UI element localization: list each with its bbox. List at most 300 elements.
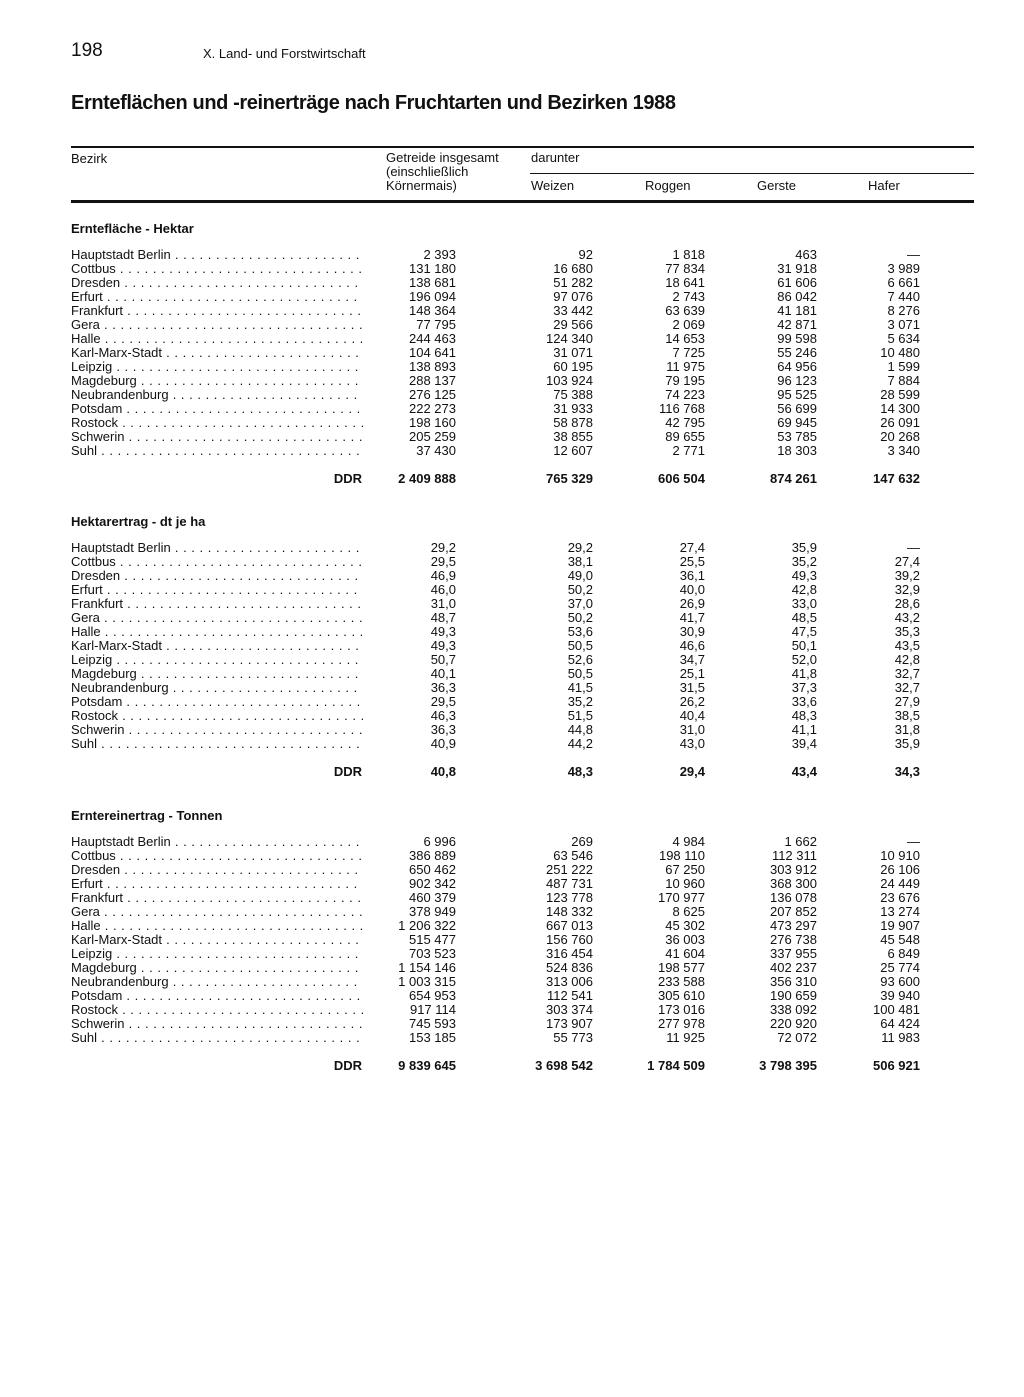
table-cell: 58 878 (553, 415, 593, 430)
table-cell: 2 743 (672, 289, 705, 304)
total-cell: 506 921 (873, 1058, 920, 1073)
table-cell: 11 975 (666, 359, 705, 374)
table-cell: 233 588 (658, 974, 705, 989)
table-row (0, 541, 1024, 555)
table-cell: 703 523 (409, 946, 456, 961)
table-cell: 303 374 (546, 1002, 593, 1017)
table-cell: 1 206 322 (398, 918, 456, 933)
table-cell: 124 340 (546, 331, 593, 346)
table-cell: 12 607 (553, 443, 593, 458)
table-cell: 463 (795, 247, 817, 262)
table-row (0, 989, 1024, 1003)
table-cell: 48,5 (791, 610, 817, 625)
table-cell: 276 125 (409, 387, 456, 402)
bezirk-label: Gera . . . (71, 905, 363, 919)
table-cell: 14 300 (880, 401, 920, 416)
table-cell: 19 907 (880, 918, 920, 933)
table-cell: 50,2 (567, 582, 593, 597)
total-cell: 874 261 (770, 471, 817, 486)
table-cell: 53 785 (777, 429, 817, 444)
table-cell: 277 978 (658, 1016, 705, 1031)
table-cell: 244 463 (409, 331, 456, 346)
table-cell: 40,1 (430, 666, 456, 681)
table-cell: 37,3 (791, 680, 817, 695)
bezirk-label: Neubrandenburg . . . (71, 975, 363, 989)
table-cell: 170 977 (658, 890, 705, 905)
table-cell: 45 302 (665, 918, 705, 933)
bezirk-label: Dresden . . . (71, 569, 363, 583)
table-cell: 42,8 (791, 582, 817, 597)
table-row (0, 276, 1024, 290)
table-cell: 72 072 (777, 1030, 817, 1045)
table-cell: 41 604 (665, 946, 705, 961)
table-cell: 1 818 (672, 247, 705, 262)
table-cell: 138 893 (409, 359, 456, 374)
table-cell: 52,0 (791, 652, 817, 667)
table-cell: 269 (571, 834, 593, 849)
table-cell: 39 940 (880, 988, 920, 1003)
table-cell: 100 481 (873, 1002, 920, 1017)
table-cell: 198 110 (658, 848, 705, 863)
table-cell: 386 889 (409, 848, 456, 863)
total-cell: 43,4 (791, 764, 817, 779)
table-cell: 37 430 (416, 443, 456, 458)
table-cell: 42 795 (665, 415, 705, 430)
total-cell: 9 839 645 (398, 1058, 456, 1073)
table-row (0, 709, 1024, 723)
table-cell: 198 577 (658, 960, 705, 975)
table-cell: 112 311 (771, 848, 817, 863)
table-cell: 36,3 (430, 722, 456, 737)
table-cell: 902 342 (409, 876, 456, 891)
table-cell: 8 276 (887, 303, 920, 318)
bezirk-label: Schwerin . . . (71, 1017, 363, 1031)
table-cell: 5 634 (887, 331, 920, 346)
table-cell: 93 600 (880, 974, 920, 989)
table-cell: 487 731 (546, 876, 593, 891)
table-cell: 650 462 (409, 862, 456, 877)
table-cell: 46,6 (679, 638, 705, 653)
table-cell: 156 760 (546, 932, 593, 947)
table-cell: 14 653 (665, 331, 705, 346)
table-row (0, 723, 1024, 737)
table-row (0, 555, 1024, 569)
table-cell: 6 849 (887, 946, 920, 961)
table-cell: 276 738 (770, 932, 817, 947)
table-row (0, 304, 1024, 318)
table-cell: 13 274 (880, 904, 920, 919)
bezirk-label: Schwerin . . . (71, 723, 363, 737)
bezirk-label: Cottbus . . . (71, 849, 363, 863)
table-cell: 96 123 (777, 373, 817, 388)
bezirk-label: Dresden . . . (71, 863, 363, 877)
table-row (0, 947, 1024, 961)
table-row (0, 681, 1024, 695)
table-cell: 27,9 (894, 694, 920, 709)
table-cell: 2 771 (672, 443, 705, 458)
table-cell: 136 078 (770, 890, 817, 905)
bezirk-label: Magdeburg . . . (71, 374, 363, 388)
bezirk-label: Dresden . . . (71, 276, 363, 290)
table-cell: 92 (578, 247, 593, 262)
table-row (0, 849, 1024, 863)
table-cell: 27,4 (679, 540, 705, 555)
table-row (0, 835, 1024, 849)
table-cell: 112 541 (546, 988, 593, 1003)
table-cell: 43,5 (894, 638, 920, 653)
table-cell: 33 442 (553, 303, 593, 318)
table-cell: 103 924 (546, 373, 593, 388)
table-cell: 3 071 (887, 317, 920, 332)
bezirk-label: Rostock . . . (71, 1003, 363, 1017)
table-cell: 745 593 (409, 1016, 456, 1031)
table-cell: 41,7 (679, 610, 705, 625)
section-rows (0, 835, 1024, 1045)
table-cell: 356 310 (770, 974, 817, 989)
table-cell: 473 297 (770, 918, 817, 933)
page-title: Ernteflächen und -reinerträge nach Fruchtarten und Bezirken 1988 (71, 92, 676, 114)
table-cell: 60 195 (553, 359, 593, 374)
table-row (0, 583, 1024, 597)
table-cell: 56 699 (777, 401, 817, 416)
column-header-gerste: Gerste (757, 178, 797, 193)
table-cell: 35,9 (791, 540, 817, 555)
table-row (0, 863, 1024, 877)
table-cell: 31,0 (679, 722, 705, 737)
table-cell: 55 773 (553, 1030, 593, 1045)
table-cell: 33,6 (791, 694, 817, 709)
table-cell: 44,8 (567, 722, 593, 737)
table-cell: 36,3 (430, 680, 456, 695)
table-cell: 26,2 (679, 694, 705, 709)
table-cell: 50,5 (567, 638, 593, 653)
table-cell: 42,8 (894, 652, 920, 667)
table-cell: 74 223 (665, 387, 705, 402)
table-cell: 460 379 (409, 890, 456, 905)
table-cell: 11 983 (881, 1030, 920, 1045)
table-cell: 26 091 (880, 415, 920, 430)
table-cell: 67 250 (665, 862, 705, 877)
table-cell: — (907, 834, 920, 849)
table-cell: 148 332 (546, 904, 593, 919)
table-cell: 515 477 (409, 932, 456, 947)
table-cell: 46,9 (430, 568, 456, 583)
table-cell: 131 180 (409, 261, 456, 276)
table-row (0, 667, 1024, 681)
table-cell: 148 364 (409, 303, 456, 318)
table-cell: 46,0 (430, 582, 456, 597)
table-cell: 288 137 (409, 373, 456, 388)
table-row (0, 569, 1024, 583)
table-cell: 35,2 (567, 694, 593, 709)
table-cell: 40,9 (430, 736, 456, 751)
total-label: DDR (333, 764, 362, 779)
table-cell: 10 480 (880, 345, 920, 360)
bezirk-label: Rostock . . . (71, 709, 363, 723)
bezirk-label: Hauptstadt Berlin . . . (71, 835, 363, 849)
table-cell: 26 106 (880, 862, 920, 877)
table-cell: 53,6 (567, 624, 593, 639)
table-row (0, 430, 1024, 444)
column-header-darunter: darunter (531, 150, 580, 165)
table-row (0, 905, 1024, 919)
table-cell: 31 918 (777, 261, 817, 276)
table-cell: 28 599 (880, 387, 920, 402)
section-title: Hektarertrag - dt je ha (71, 514, 206, 529)
table-cell: — (907, 247, 920, 262)
table-cell: 41,5 (567, 680, 593, 695)
table-row (0, 653, 1024, 667)
total-cell: 40,8 (430, 764, 456, 779)
table-cell: 116 768 (658, 401, 705, 416)
table-cell: 7 440 (887, 289, 920, 304)
table-cell: 31,8 (894, 722, 920, 737)
table-cell: 32,7 (894, 680, 920, 695)
table-cell: 63 546 (553, 848, 593, 863)
table-cell: 77 795 (416, 317, 456, 332)
table-cell: 337 955 (770, 946, 817, 961)
bezirk-label: Hauptstadt Berlin . . . (71, 248, 363, 262)
table-cell: 24 449 (880, 876, 920, 891)
column-header-getreide: Getreide insgesamt (einschließlich Körnermais) (386, 150, 499, 193)
table-row (0, 318, 1024, 332)
table-cell: 123 778 (546, 890, 593, 905)
table-row (0, 975, 1024, 989)
table-cell: 1 003 315 (398, 974, 456, 989)
table-cell: 104 641 (409, 345, 456, 360)
table-cell: 31,0 (430, 596, 456, 611)
total-row (0, 765, 1024, 779)
table-cell: 220 920 (770, 1016, 817, 1031)
table-cell: 50,7 (430, 652, 456, 667)
table-cell: 43,2 (894, 610, 920, 625)
table-row (0, 360, 1024, 374)
table-cell: 43,0 (679, 736, 705, 751)
chapter-title: X. Land- und Forstwirtschaft (203, 46, 366, 61)
total-row (0, 472, 1024, 486)
table-cell: 23 676 (880, 890, 920, 905)
table-cell: 32,7 (894, 666, 920, 681)
table-cell: 29,5 (430, 694, 456, 709)
table-cell: 99 598 (777, 331, 817, 346)
bezirk-label: Hauptstadt Berlin . . . (71, 541, 363, 555)
table-cell: 31 933 (553, 401, 593, 416)
table-row (0, 374, 1024, 388)
table-cell: 18 641 (665, 275, 705, 290)
table-cell: 667 013 (546, 918, 593, 933)
table-cell: 42 871 (777, 317, 817, 332)
table-cell: 50,1 (791, 638, 817, 653)
total-cell: 34,3 (894, 764, 920, 779)
table-row (0, 639, 1024, 653)
section-rows (0, 248, 1024, 458)
bezirk-label: Halle . . . (71, 919, 363, 933)
table-cell: 50,2 (567, 610, 593, 625)
table-cell: 378 949 (409, 904, 456, 919)
table-row (0, 625, 1024, 639)
table-cell: 7 884 (887, 373, 920, 388)
table-cell: 1 154 146 (398, 960, 456, 975)
table-row (0, 695, 1024, 709)
table-cell: — (907, 540, 920, 555)
bezirk-label: Gera . . . (71, 611, 363, 625)
table-cell: 207 852 (770, 904, 817, 919)
table-row (0, 416, 1024, 430)
table-cell: 153 185 (409, 1030, 456, 1045)
table-row (0, 1003, 1024, 1017)
table-cell: 138 681 (409, 275, 456, 290)
bezirk-label: Rostock . . . (71, 416, 363, 430)
table-row (0, 1017, 1024, 1031)
bezirk-label: Halle . . . (71, 625, 363, 639)
table-cell: 173 016 (658, 1002, 705, 1017)
table-cell: 654 953 (409, 988, 456, 1003)
bezirk-label: Magdeburg . . . (71, 961, 363, 975)
table-cell: 35,2 (791, 554, 817, 569)
bezirk-label: Neubrandenburg . . . (71, 388, 363, 402)
table-cell: 38,5 (894, 708, 920, 723)
table-cell: 39,2 (894, 568, 920, 583)
table-row (0, 402, 1024, 416)
table-cell: 41 181 (777, 303, 817, 318)
table-row (0, 290, 1024, 304)
table-cell: 25 774 (880, 960, 920, 975)
bezirk-label: Potsdam . . . (71, 402, 363, 416)
table-row (0, 388, 1024, 402)
bezirk-label: Cottbus . . . (71, 555, 363, 569)
table-cell: 77 834 (665, 261, 705, 276)
table-row (0, 1031, 1024, 1045)
table-row (0, 332, 1024, 346)
table-cell: 6 996 (423, 834, 456, 849)
section-title: Erntereinertrag - Tonnen (71, 808, 223, 823)
table-cell: 196 094 (409, 289, 456, 304)
table-cell: 11 925 (666, 1030, 705, 1045)
table-cell: 39,4 (791, 736, 817, 751)
table-cell: 32,9 (894, 582, 920, 597)
table-cell: 38,1 (567, 554, 593, 569)
table-row (0, 933, 1024, 947)
table-cell: 37,0 (567, 596, 593, 611)
table-cell: 303 912 (770, 862, 817, 877)
table-cell: 28,6 (894, 596, 920, 611)
table-cell: 3 340 (887, 443, 920, 458)
bezirk-label: Potsdam . . . (71, 989, 363, 1003)
table-cell: 917 114 (409, 1002, 456, 1017)
total-cell: 1 784 509 (647, 1058, 705, 1073)
total-cell: 147 632 (873, 471, 920, 486)
table-cell: 48,3 (791, 708, 817, 723)
bezirk-label: Karl-Marx-Stadt . . . (71, 639, 363, 653)
table-cell: 3 989 (887, 261, 920, 276)
bezirk-label: Karl-Marx-Stadt . . . (71, 346, 363, 360)
table-cell: 47,5 (791, 624, 817, 639)
table-cell: 173 907 (546, 1016, 593, 1031)
table-cell: 49,0 (567, 568, 593, 583)
table-cell: 1 662 (784, 834, 817, 849)
table-cell: 222 273 (409, 401, 456, 416)
table-row (0, 262, 1024, 276)
table-row (0, 919, 1024, 933)
table-cell: 61 606 (777, 275, 817, 290)
table-cell: 51,5 (567, 708, 593, 723)
bezirk-label: Frankfurt . . . (71, 597, 363, 611)
total-cell: 48,3 (567, 764, 593, 779)
table-cell: 95 525 (777, 387, 817, 402)
table-cell: 49,3 (430, 624, 456, 639)
table-cell: 40,4 (679, 708, 705, 723)
table-cell: 205 259 (409, 429, 456, 444)
column-header-roggen: Roggen (645, 178, 691, 193)
table-cell: 50,5 (567, 666, 593, 681)
table-cell: 35,3 (894, 624, 920, 639)
column-header-weizen: Weizen (531, 178, 575, 193)
section-title: Erntefläche - Hektar (71, 221, 194, 236)
table-cell: 25,5 (679, 554, 705, 569)
table-row (0, 346, 1024, 360)
bezirk-label: Leipzig . . . (71, 653, 363, 667)
table-cell: 38 855 (553, 429, 593, 444)
table-row (0, 248, 1024, 262)
table-row (0, 737, 1024, 751)
total-row (0, 1059, 1024, 1073)
table-cell: 86 042 (777, 289, 817, 304)
table-cell: 29,5 (430, 554, 456, 569)
table-cell: 41,8 (791, 666, 817, 681)
table-cell: 33,0 (791, 596, 817, 611)
table-cell: 35,9 (894, 736, 920, 751)
table-cell: 41,1 (791, 722, 817, 737)
table-cell: 79 195 (665, 373, 705, 388)
table-cell: 524 836 (546, 960, 593, 975)
bezirk-label: Suhl . . . (71, 444, 363, 458)
bezirk-label: Leipzig . . . (71, 947, 363, 961)
bezirk-label: Suhl . . . (71, 1031, 363, 1045)
table-row (0, 877, 1024, 891)
table-cell: 27,4 (894, 554, 920, 569)
table-cell: 40,0 (679, 582, 705, 597)
table-cell: 198 160 (409, 415, 456, 430)
table-cell: 305 610 (658, 988, 705, 1003)
bezirk-label: Karl-Marx-Stadt . . . (71, 933, 363, 947)
table-cell: 2 069 (672, 317, 705, 332)
table-cell: 1 599 (887, 359, 920, 374)
total-cell: 29,4 (679, 764, 705, 779)
table-cell: 20 268 (880, 429, 920, 444)
total-cell: 3 798 395 (759, 1058, 817, 1073)
table-row (0, 891, 1024, 905)
bezirk-label: Leipzig . . . (71, 360, 363, 374)
table-cell: 44,2 (567, 736, 593, 751)
table-cell: 97 076 (553, 289, 593, 304)
bezirk-label: Erfurt . . . (71, 290, 363, 304)
table-cell: 25,1 (679, 666, 705, 681)
table-cell: 26,9 (679, 596, 705, 611)
table-cell: 8 625 (672, 904, 705, 919)
table-cell: 313 006 (546, 974, 593, 989)
total-cell: 2 409 888 (398, 471, 456, 486)
table-cell: 51 282 (553, 275, 593, 290)
bezirk-label: Schwerin . . . (71, 430, 363, 444)
total-cell: 606 504 (658, 471, 705, 486)
bezirk-label: Gera . . . (71, 318, 363, 332)
table-cell: 29 566 (553, 317, 593, 332)
bezirk-label: Potsdam . . . (71, 695, 363, 709)
table-cell: 402 237 (770, 960, 817, 975)
table-cell: 52,6 (567, 652, 593, 667)
bezirk-label: Halle . . . (71, 332, 363, 346)
table-cell: 2 393 (423, 247, 456, 262)
